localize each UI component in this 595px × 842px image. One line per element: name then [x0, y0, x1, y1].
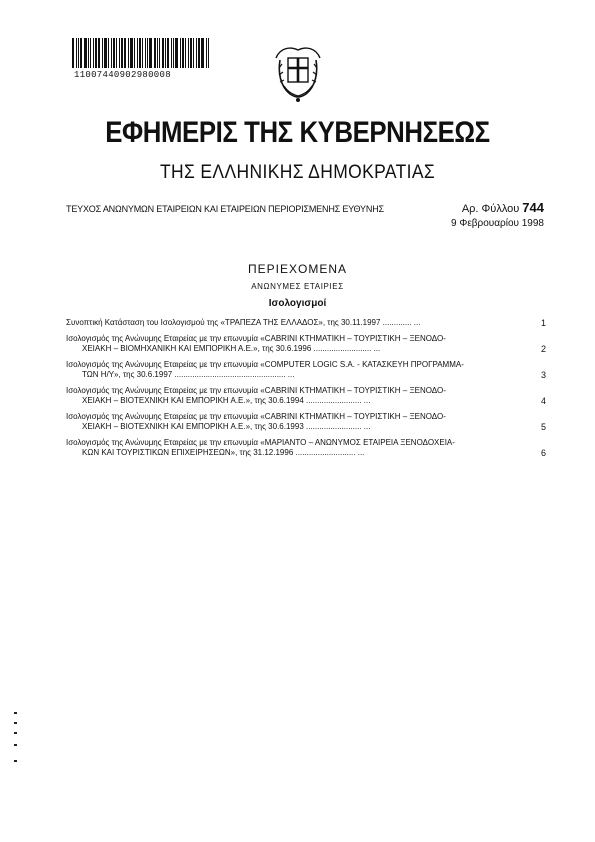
barcode-bar [130, 38, 133, 68]
barcode-bar [145, 38, 146, 68]
barcode-bar [159, 38, 160, 68]
barcode-bar [124, 38, 126, 68]
barcode-bar [198, 38, 200, 68]
entry-page-number: 2 [540, 344, 546, 354]
barcode-bar [175, 38, 178, 68]
coat-of-arms-icon [270, 42, 326, 104]
barcode-bar [147, 38, 148, 68]
entry-text: Ισολογισμός της Ανώνυμης Εταιρείας με την επωνυμία «ΜΑΡΙΑΝΤΟ – ΑΝΩΝΥΜΟΣ ΕΤΑΙΡΕΙΑ ΞΕΝΟΔΟΧΕΙΑ- [66, 437, 455, 447]
entry-text-continued: ΚΩΝ ΚΑΙ ΤΟΥΡΙΣΤΙΚΩΝ ΕΠΙΧΕΙΡΗΣΕΩΝ», της 31.12.1996 ........................... ... [82, 448, 365, 457]
scan-speck [14, 732, 17, 734]
contents-entry[interactable] [66, 412, 546, 433]
section-title: ΑΝΩΝΥΜΕΣ ΕΤΑΙΡΙΕΣ [251, 282, 344, 291]
barcode-bar [196, 38, 197, 68]
entry-text-continued: ΧΕΙΑΚΗ – ΒΙΟΤΕΧΝΙΚΗ ΚΑΙ ΕΜΠΟΡΙΚΗ Α.Ε.», της 30.6.1993 ......................... ... [82, 422, 371, 431]
entry-text-continued: ΧΕΙΑΚΗ – ΒΙΟΤΕΧΝΙΚΗ ΚΑΙ ΕΜΠΟΡΙΚΗ Α.Ε.», της 30.6.1994 ......................... ... [82, 396, 371, 405]
barcode-bar [139, 38, 141, 68]
barcode-number: 11007440902980008 [74, 70, 171, 80]
contents-entry[interactable] [66, 386, 546, 407]
barcode-bar [206, 38, 207, 68]
sheet-info [462, 200, 544, 215]
subsection-title: Ισολογισμοί [268, 298, 327, 309]
barcode-bar [157, 38, 158, 68]
barcode-bar [149, 38, 152, 68]
barcode-bar [72, 38, 74, 68]
contents-entry[interactable] [66, 334, 546, 355]
barcode-bar [182, 38, 184, 68]
barcode-bar [188, 38, 189, 68]
barcode-bar [104, 38, 107, 68]
barcode-bar [102, 38, 103, 68]
entry-page-number: 3 [540, 370, 546, 380]
scan-speck [14, 744, 17, 746]
barcode-bar [93, 38, 94, 68]
entry-text: Ισολογισμός της Ανώνυμης Εταιρείας με την επωνυμία «COMPUTER LOGIC S.A. - ΚΑΤΑΣΚΕΥΗ ΠΡΟΓΡΑΜΜΑ- [66, 359, 464, 369]
gazette-subtitle: ΤΗΣ ΕΛΛΗΝΙΚΗΣ ΔΗΜΟΚΡΑΤΙΑΣ [159, 162, 436, 183]
entry-text-continued: ΧΕΙΑΚΗ – ΒΙΟΜΗΧΑΝΙΚΗ ΚΑΙ ΕΜΠΟΡΙΚΗ Α.Ε.», της 30.6.1996 .......................... ... [82, 344, 381, 353]
contents-title: ΠΕΡΙΕΧΟΜΕΝΑ [247, 262, 348, 276]
entry-page-number: 1 [540, 318, 546, 328]
barcode-bar [142, 38, 143, 68]
entry-text-continued: ΤΩΝ Η/Υ», της 30.6.1997 .................................................. ... [82, 370, 295, 379]
scan-speck [14, 760, 17, 762]
barcode-bar [154, 38, 156, 68]
barcode-bar [190, 38, 192, 68]
issue-type: ΤΕΥΧΟΣ ΑΝΩΝΥΜΩΝ ΕΤΑΙΡΕΙΩΝ ΚΑΙ ΕΤΑΙΡΕΙΩΝ ΠΕΡΙΟΡΙΣΜΕΝΗΣ ΕΥΘΥΝΗΣ [66, 204, 384, 215]
entry-text: Ισολογισμός της Ανώνυμης Εταιρείας με την επωνυμία «CABRINI ΚΤΗΜΑΤΙΚΗ – ΤΟΥΡΙΣΤΙΚΗ – ΞΕΝΟΔΟ- [66, 385, 446, 395]
barcode-bar [171, 38, 172, 68]
sheet-label: Αρ. Φύλλου [461, 203, 520, 215]
barcode-bar [98, 38, 100, 68]
barcode-bar [208, 38, 209, 68]
barcode-bar [113, 38, 115, 68]
barcode-bar [193, 38, 194, 68]
barcode-bar [185, 38, 186, 68]
entry-text: Ισολογισμός της Ανώνυμης Εταιρείας με την επωνυμία «CABRINI ΚΤΗΜΑΤΙΚΗ – ΤΟΥΡΙΣΤΙΚΗ – ΞΕΝΟΔΟ- [66, 333, 446, 343]
issue-row [66, 200, 544, 215]
barcode-bar [121, 38, 123, 68]
barcode-bar [162, 38, 164, 68]
barcode-bar [111, 38, 112, 68]
gazette-title: ΕΦΗΜΕΡΙΣ ΤΗΣ ΚΥΒΕΡΝΗΣΕΩΣ [105, 116, 490, 149]
barcode-bar [88, 38, 89, 68]
contents-entry[interactable] [66, 318, 546, 329]
barcode-bar [180, 38, 181, 68]
entry-page-number: 6 [540, 448, 546, 458]
barcode-bar [80, 38, 82, 68]
barcode-bar [173, 38, 174, 68]
entry-page-number: 4 [540, 396, 546, 406]
barcode-bar [108, 38, 109, 68]
entry-text: Συνοπτική Κατάσταση του Ισολογισμού της «ΤΡΑΠΕΖΑ ΤΗΣ ΕΛΛΑΔΟΣ», της 30.11.1997 ............. ... [66, 318, 421, 327]
barcode-bar [84, 38, 87, 68]
contents-entry[interactable] [66, 438, 546, 459]
contents-list [66, 318, 546, 464]
entry-text: Ισολογισμός της Ανώνυμης Εταιρείας με την επωνυμία «CABRINI ΚΤΗΜΑΤΙΚΗ – ΤΟΥΡΙΣΤΙΚΗ – ΞΕΝΟΔΟ- [66, 411, 446, 421]
barcode-bar [167, 38, 169, 68]
barcode-bar [95, 38, 97, 68]
barcode-bar [134, 38, 135, 68]
entry-page-number: 5 [540, 422, 546, 432]
barcode-bar [165, 38, 166, 68]
scan-speck [14, 722, 17, 724]
barcode-bar [90, 38, 91, 68]
barcode-bar [128, 38, 129, 68]
barcode-bar [119, 38, 120, 68]
issue-date: 9 Φεβρουαρίου 1998 [451, 218, 544, 229]
barcode-bar [116, 38, 117, 68]
barcode-bar [201, 38, 204, 68]
barcode-bar [137, 38, 138, 68]
scan-speck [14, 712, 17, 714]
sheet-number: 744 [522, 200, 544, 215]
barcode-bar [78, 38, 79, 68]
contents-entry[interactable] [66, 360, 546, 381]
barcode [72, 38, 212, 68]
barcode-bar [76, 38, 77, 68]
